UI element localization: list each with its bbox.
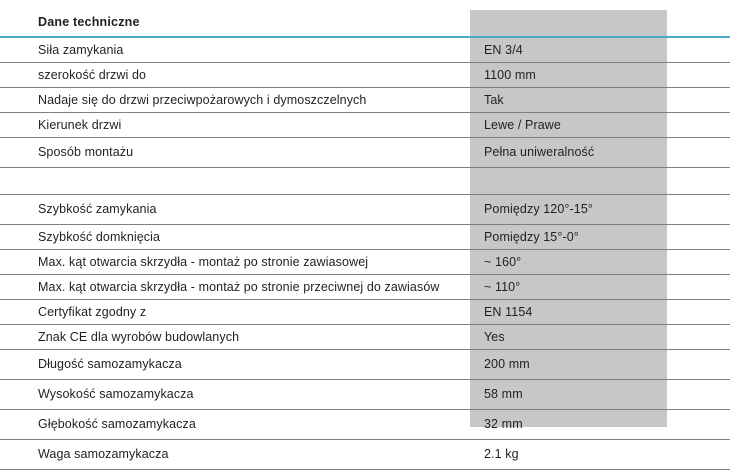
spec-label-cell xyxy=(0,350,470,380)
spec-label: Kierunek drzwi xyxy=(38,117,122,132)
spec-label: Nadaje się do drzwi przeciwpożarowych i dymoszczelnych xyxy=(38,92,367,107)
table-row xyxy=(0,300,730,325)
table-row xyxy=(0,440,730,470)
spec-label-cell xyxy=(0,410,470,440)
table-row xyxy=(0,37,730,63)
table-row xyxy=(0,250,730,275)
spec-label-cell xyxy=(0,325,470,350)
spec-label-cell xyxy=(0,88,470,113)
spec-value: 200 mm xyxy=(484,357,530,371)
table-header-row xyxy=(0,0,730,37)
spec-value: 58 mm xyxy=(484,387,523,401)
spec-value: EN 3/4 xyxy=(484,42,523,57)
spec-value-cell xyxy=(470,410,730,440)
table-row xyxy=(0,63,730,88)
table-row xyxy=(0,350,730,380)
spec-value: ~ 110° xyxy=(484,279,521,294)
spec-label-cell xyxy=(0,138,470,168)
spec-label-cell xyxy=(0,225,470,250)
spec-value-cell xyxy=(470,350,730,380)
table-row xyxy=(0,113,730,138)
spec-label: Sposób montażu xyxy=(38,145,134,159)
spec-value: EN 1154 xyxy=(484,304,533,319)
spec-label: Certyfikat zgodny z xyxy=(38,304,147,319)
spec-value: Yes xyxy=(484,329,505,344)
spacer-value-cell xyxy=(470,168,730,195)
spec-label: Max. kąt otwarcia skrzydła - montaż po stronie zawiasowej xyxy=(38,254,369,269)
spec-label: Głębokość samozamykacza xyxy=(38,417,196,431)
table-row xyxy=(0,88,730,113)
spec-label-cell xyxy=(0,300,470,325)
spec-label-cell xyxy=(0,37,470,63)
table-row xyxy=(0,138,730,168)
spec-value: Pomiędzy 15°-0° xyxy=(484,229,579,244)
spec-label: Szybkość domknięcia xyxy=(38,229,161,244)
spec-value-cell xyxy=(470,138,730,168)
table-row xyxy=(0,380,730,410)
spec-value-cell xyxy=(470,225,730,250)
spec-label: Max. kąt otwarcia skrzydła - montaż po stronie przeciwnej do zawiasów xyxy=(38,279,440,294)
spec-label: Waga samozamykacza xyxy=(38,447,169,461)
spec-value-cell xyxy=(470,88,730,113)
page-title: Dane techniczne xyxy=(38,14,140,29)
spec-value-cell xyxy=(470,63,730,88)
spec-label: Wysokość samozamykacza xyxy=(38,387,194,401)
spec-label-cell xyxy=(0,380,470,410)
spec-label-cell xyxy=(0,440,470,470)
spec-label: Znak CE dla wyrobów budowlanych xyxy=(38,329,240,344)
table-row xyxy=(0,195,730,225)
table-row xyxy=(0,410,730,440)
spec-label-cell xyxy=(0,275,470,300)
spec-label-cell xyxy=(0,250,470,275)
spec-label: Długość samozamykacza xyxy=(38,357,182,371)
spec-value-cell xyxy=(470,195,730,225)
spec-label-cell xyxy=(0,113,470,138)
spec-value: Pełna uniweralność xyxy=(484,145,595,159)
spec-value: ~ 160° xyxy=(484,254,522,269)
spec-value-cell xyxy=(470,325,730,350)
spec-value-cell xyxy=(470,380,730,410)
header-value-cell xyxy=(470,0,730,37)
spec-value-cell xyxy=(470,275,730,300)
spec-value-cell xyxy=(470,300,730,325)
spec-label: Szybkość zamykania xyxy=(38,202,157,216)
header-label-cell xyxy=(0,0,470,37)
spec-value-cell xyxy=(470,440,730,470)
table-row xyxy=(0,325,730,350)
spec-value: Lewe / Prawe xyxy=(484,117,561,132)
spec-value: 1100 mm xyxy=(484,67,536,82)
spec-label: Siła zamykania xyxy=(38,42,124,57)
spec-value: Pomiędzy 120°-15° xyxy=(484,202,593,216)
table-row xyxy=(0,275,730,300)
spec-value: 2.1 kg xyxy=(484,447,519,461)
spec-value-cell xyxy=(470,250,730,275)
table-spacer-row xyxy=(0,168,730,195)
spec-value-cell xyxy=(470,113,730,138)
spec-label-cell xyxy=(0,195,470,225)
spec-label: szerokość drzwi do xyxy=(38,67,147,82)
spec-label-cell xyxy=(0,63,470,88)
spec-value: 32 mm xyxy=(484,417,523,431)
spec-value-cell xyxy=(470,37,730,63)
table-row xyxy=(0,225,730,250)
spec-value: Tak xyxy=(484,92,504,107)
spacer-label-cell xyxy=(0,168,470,195)
